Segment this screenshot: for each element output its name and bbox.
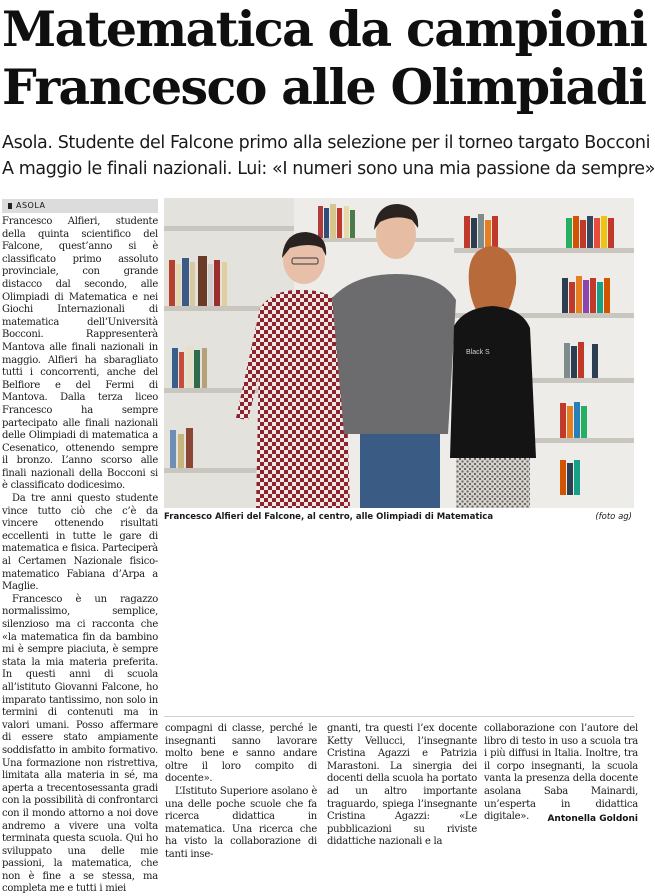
paragraph: Francesco è un ragazzo normalissimo, semplice, silenzioso ma ci racconta che «la matematica fin da bambino mi è sempre piaciuta, è sempre stata la mia materia preferita. In questi anni di scuola all’istituto Giovanni Falcone, ho imparato tantissimo, non solo in termini di contenuti ma in valori umani. Posso affermare di essere stato ampiamente soddisfatto in ambito formativo. Una formazione non ristrettiva, limitata alla materia in sé, ma aperta a trecentosessanta gradi con la possibilità di confrontarci con il mondo attorno a noi dove andremo a vivere una volta terminata questa scuola. Qui ho sviluppato una delle mie passioni, la matematica, che non è fine a se stessa, ma completa me e tutti i miei — [2, 593, 158, 895]
article-column-3 — [327, 723, 477, 848]
byline: Antonella Goldoni — [547, 814, 638, 824]
photo-caption — [164, 512, 634, 526]
section-label: ASOLA — [2, 199, 158, 213]
sweater-print: Black S — [466, 349, 490, 356]
paragraph: gnanti, tra questi l’ex docente Ketty Vellucci, l’insegnante Cristina Agazzi e Patrizia Marastoni. La sinergia dei docenti della scuola ha portato ad un altro importante traguardo, spiega l’insegnante Cristina Agazzi: «Le pubblicazioni su riviste didattiche nazionali e la — [327, 723, 477, 848]
paragraph: Da tre anni questo studente vince tutto ciò che c’è da vincere ottenendo risultati eccellenti in tutte le gare di matematica e fisica. Parteciperà al Certamen Nazionale fisico-matematico Fabiana d’Arpa a Maglie. — [2, 493, 158, 593]
caption-text: Francesco Alfieri del Falcone, al centro, alle Olimpiadi di Matematica — [164, 512, 494, 522]
paragraph: compagni di classe, perché le insegnanti sanno lavorare molto bene e sanno andare oltre il loro compito di docente». — [165, 723, 317, 785]
divider — [164, 716, 634, 717]
paragraph: L’Istituto Superiore asolano è una delle poche scuole che fa ricerca didattica in matematica. Una ricerca che ha visto la collaborazione di tanti inse- — [165, 785, 317, 860]
article-column-1 — [2, 216, 158, 895]
headline-line-2: Francesco alle Olimpiadi — [2, 58, 646, 116]
paragraph: collaborazione con l’autore del libro di testo in uso a scuola tra i più diffusi in Italia. Inoltre, tra il corpo insegnanti, la scuola vanta la presenza della docente asolana Saba Mainardi, un’esperta in didattica digitale». — [484, 723, 638, 823]
subheadline-line-1: Asola. Studente del Falcone primo alla selezione per il torneo targato Bocconi — [2, 133, 651, 153]
paragraph: Francesco Alfieri, studente della quinta scientifico del Falcone, quest’anno si è classificato primo assoluto provinciale, con grande distacco dal secondo, alle Olimpiadi di Matematica e nei Giochi Internazionali di matematica dell’Università Bocconi. Rappresenterà Mantova alle finali nazionali in maggio. Alfieri ha sbaragliato tutti i concorrenti, anche del Belfiore e del Fermi di Mantova. Dalla terza liceo Francesco ha sempre partecipato alle finali nazionali delle Olimpiadi di matematica a Cesenatico, ottenendo sempre il bronzo. L’anno scorso alle finali nazionali della Bocconi si è classificato dodicesimo. — [2, 216, 158, 492]
headline — [0, 0, 647, 116]
subheadline — [2, 130, 655, 182]
photo-credit: (foto ag) — [595, 512, 632, 522]
headline-line-1: Matematica da campioni — [2, 0, 647, 58]
article-photo — [164, 198, 634, 508]
photo-illustration — [164, 198, 634, 508]
article-column-2 — [165, 723, 317, 860]
subheadline-line-2: A maggio le finali nazionali. Lui: «I numeri sono una mia passione da sempre» — [2, 159, 655, 179]
